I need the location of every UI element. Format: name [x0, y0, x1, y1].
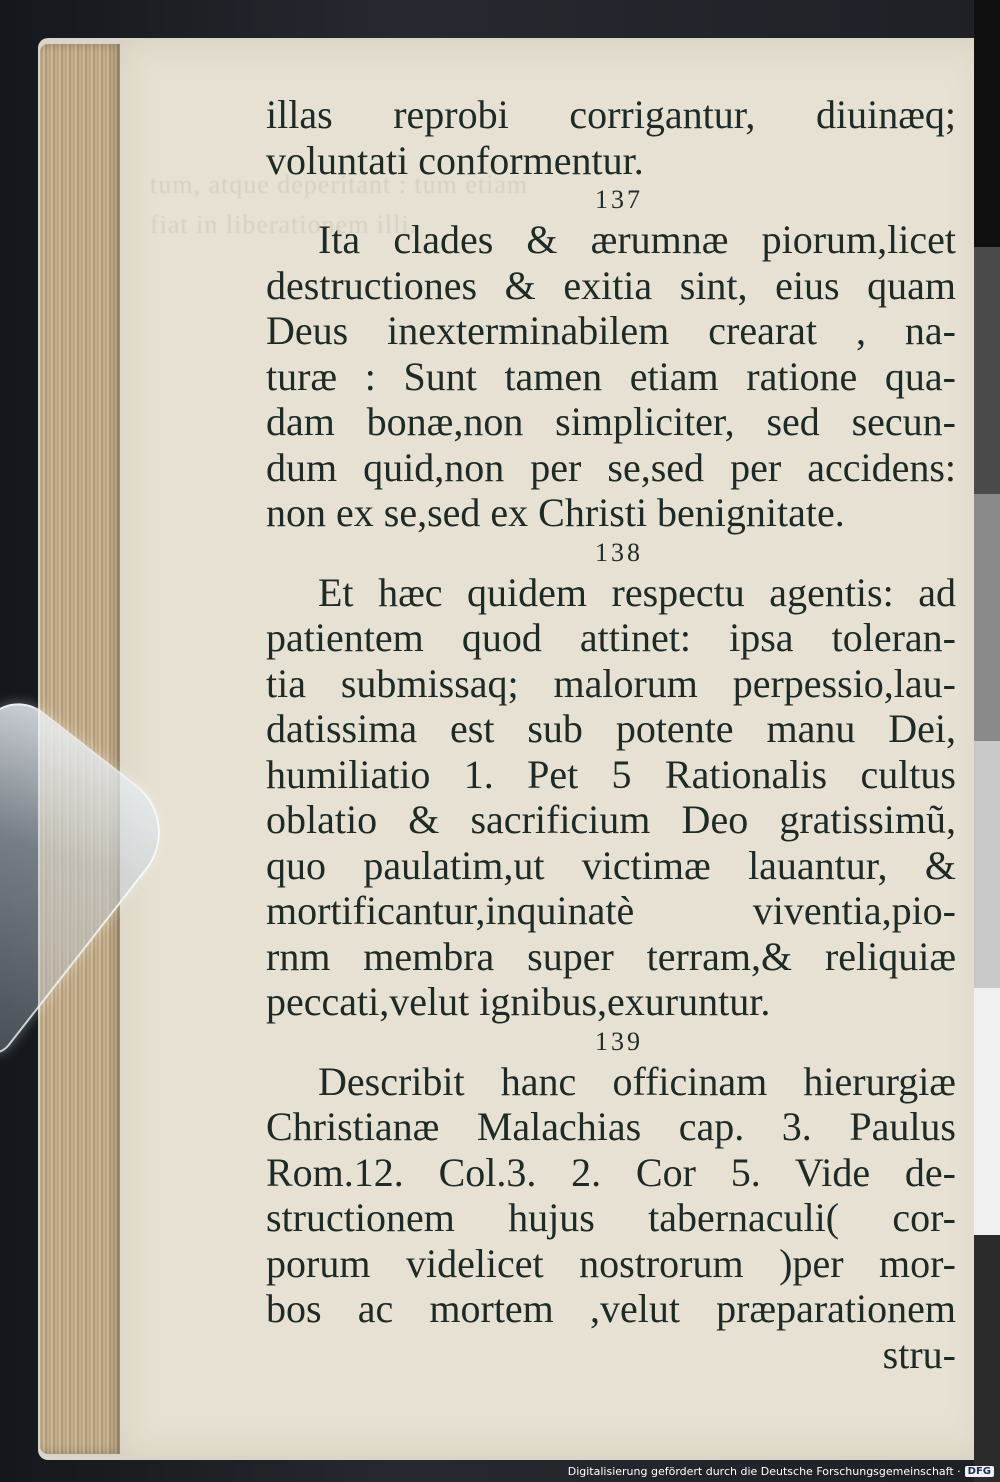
- text-line: peccati,velut ignibus,exuruntur.: [266, 979, 771, 1024]
- text-line: non ex se,sed ex Christi benignitate.: [266, 490, 845, 535]
- credit-text: Digitalisierung gefördert durch die Deutsche Forschungsgemeinschaft ·: [567, 1465, 961, 1478]
- text-line: bos ac mortem ,velut præparationem: [266, 1286, 956, 1331]
- text-line: patientem quod attinet: ipsa toleran-: [266, 615, 956, 660]
- section-number: 137: [595, 185, 643, 214]
- show-through-text: tum, atque deperitant : tum etiam: [150, 170, 529, 199]
- text-line: turæ : Sunt tamen etiam ratione qua-: [266, 353, 956, 399]
- text-line: Rom.12. Col.3. 2. Cor 5. Vide de-: [266, 1149, 956, 1195]
- text-line: illas reprobi corrigantur, diuinæq;: [266, 92, 956, 137]
- page-text: [266, 92, 956, 1377]
- dfg-logo: DFG: [965, 1466, 994, 1477]
- text-line: oblatio & sacrificium Deo gratissimũ,: [266, 797, 956, 842]
- text-line: quo paulatim,ut victimæ lauantur, &: [266, 842, 956, 888]
- show-through-text-2: fiat in liberationem illi.: [150, 210, 418, 239]
- text-line: dam bonæ,non simpliciter, sed secun-: [266, 399, 956, 444]
- text-line: Christianæ Malachias cap. 3. Paulus: [266, 1104, 956, 1149]
- text-line: tia submissaq; malorum perpessio,lau-: [266, 660, 956, 706]
- text-line: structionem hujus tabernaculi( cor-: [266, 1195, 956, 1240]
- text-line: porum videlicet nostrorum )per mor-: [266, 1240, 956, 1286]
- color-calibration-strip: [974, 0, 1000, 1482]
- text-line: mortificantur,inquinatè viventia,pio-: [266, 888, 956, 933]
- section-number: 139: [595, 1026, 643, 1056]
- text-line: destructiones & exitia sint, eius quam: [266, 262, 956, 308]
- text-line: humiliatio 1. Pet 5 Rationalis cultus: [266, 751, 956, 797]
- text-line: Et hæc quidem respectu agentis: ad: [318, 569, 956, 615]
- text-line: Describit hanc officinam hierurgiæ: [318, 1058, 956, 1104]
- section-number: 138: [595, 537, 643, 567]
- text-line: voluntati conformentur.: [266, 137, 644, 183]
- text-line: dum quid,non per se,sed per accidens:: [266, 444, 956, 490]
- catchword: stru-: [882, 1331, 956, 1377]
- text-line: Deus inexterminabilem crearat , na-: [266, 308, 956, 353]
- digitization-credit: [568, 1465, 994, 1478]
- text-line: datissima est sub potente manu Dei,: [266, 706, 956, 751]
- text-line: Ita clades & ærumnæ piorum,licet: [318, 217, 956, 262]
- text-line: rnm membra super terram,& reliquiæ: [266, 933, 956, 979]
